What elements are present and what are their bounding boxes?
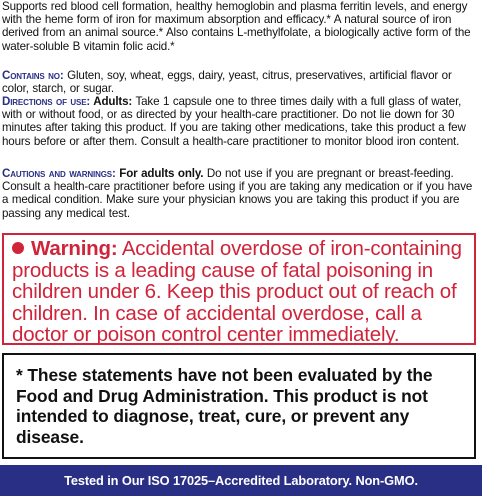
contains-no-section — [2, 69, 480, 95]
cautions-adults-label: For adults only. — [115, 167, 204, 180]
footer-band — [0, 465, 482, 496]
contains-no-label: Contains no: — [2, 69, 64, 82]
fda-disclaimer-box — [2, 353, 476, 459]
cautions-text: Do not use if you are pregnant or breast-feeding. Consult a health-care practitioner before using if you are taking any medication or if you have a medical condition. Make sure your physician knows you are taking this product if you are passing any medical test. — [2, 167, 473, 220]
description-text: Supports red blood cell formation, healthy hemoglobin and plasma ferritin levels, and energy with the heme form of iron for maximum absorption and efficacy.* A natural source of iron derived from an animal source.* Also contains L-methylfolate, a biologically active form of the water-soluble B vitamin folic acid.* — [2, 0, 471, 53]
directions-label: Directions of use: — [2, 95, 91, 108]
warning-bullet-icon — [12, 242, 24, 254]
directions-section — [2, 95, 480, 148]
contains-no-text: Gluten, soy, wheat, eggs, dairy, yeast, citrus, preservatives, artificial flavor or color, starch, or sugar. — [2, 69, 452, 96]
directions-text: Take 1 capsule one to three times daily with a full glass of water, with or without food, or as directed by your health-care practitioner. Do not lie down for 30 minutes after taking this product. If you are taking other medications, take this product a few hours before or after them. Consult a health-care practitioner to monitor blood iron content. — [2, 95, 466, 148]
cautions-section — [2, 167, 480, 220]
fda-disclaimer-text: * These statements have not been evaluated by the Food and Drug Administration. This product is not intended to diagnose, treat, cure, or prevent any disease. — [16, 365, 433, 447]
warning-text: Accidental overdose of iron-containing products is a leading cause of fatal poisoning in children under 6. Keep this product out of reach of children. In case of accidental overdose, call a doctor or poison control center immediately. — [12, 237, 462, 346]
description-section — [2, 0, 480, 53]
warning-label: Warning: — [31, 237, 118, 260]
cautions-label: Cautions and warnings: — [2, 167, 116, 180]
warning-box — [2, 233, 476, 345]
footer-text: Tested in Our ISO 17025–Accredited Laboratory. Non-GMO. — [64, 473, 418, 488]
directions-adults-label: Adults: — [90, 95, 133, 108]
